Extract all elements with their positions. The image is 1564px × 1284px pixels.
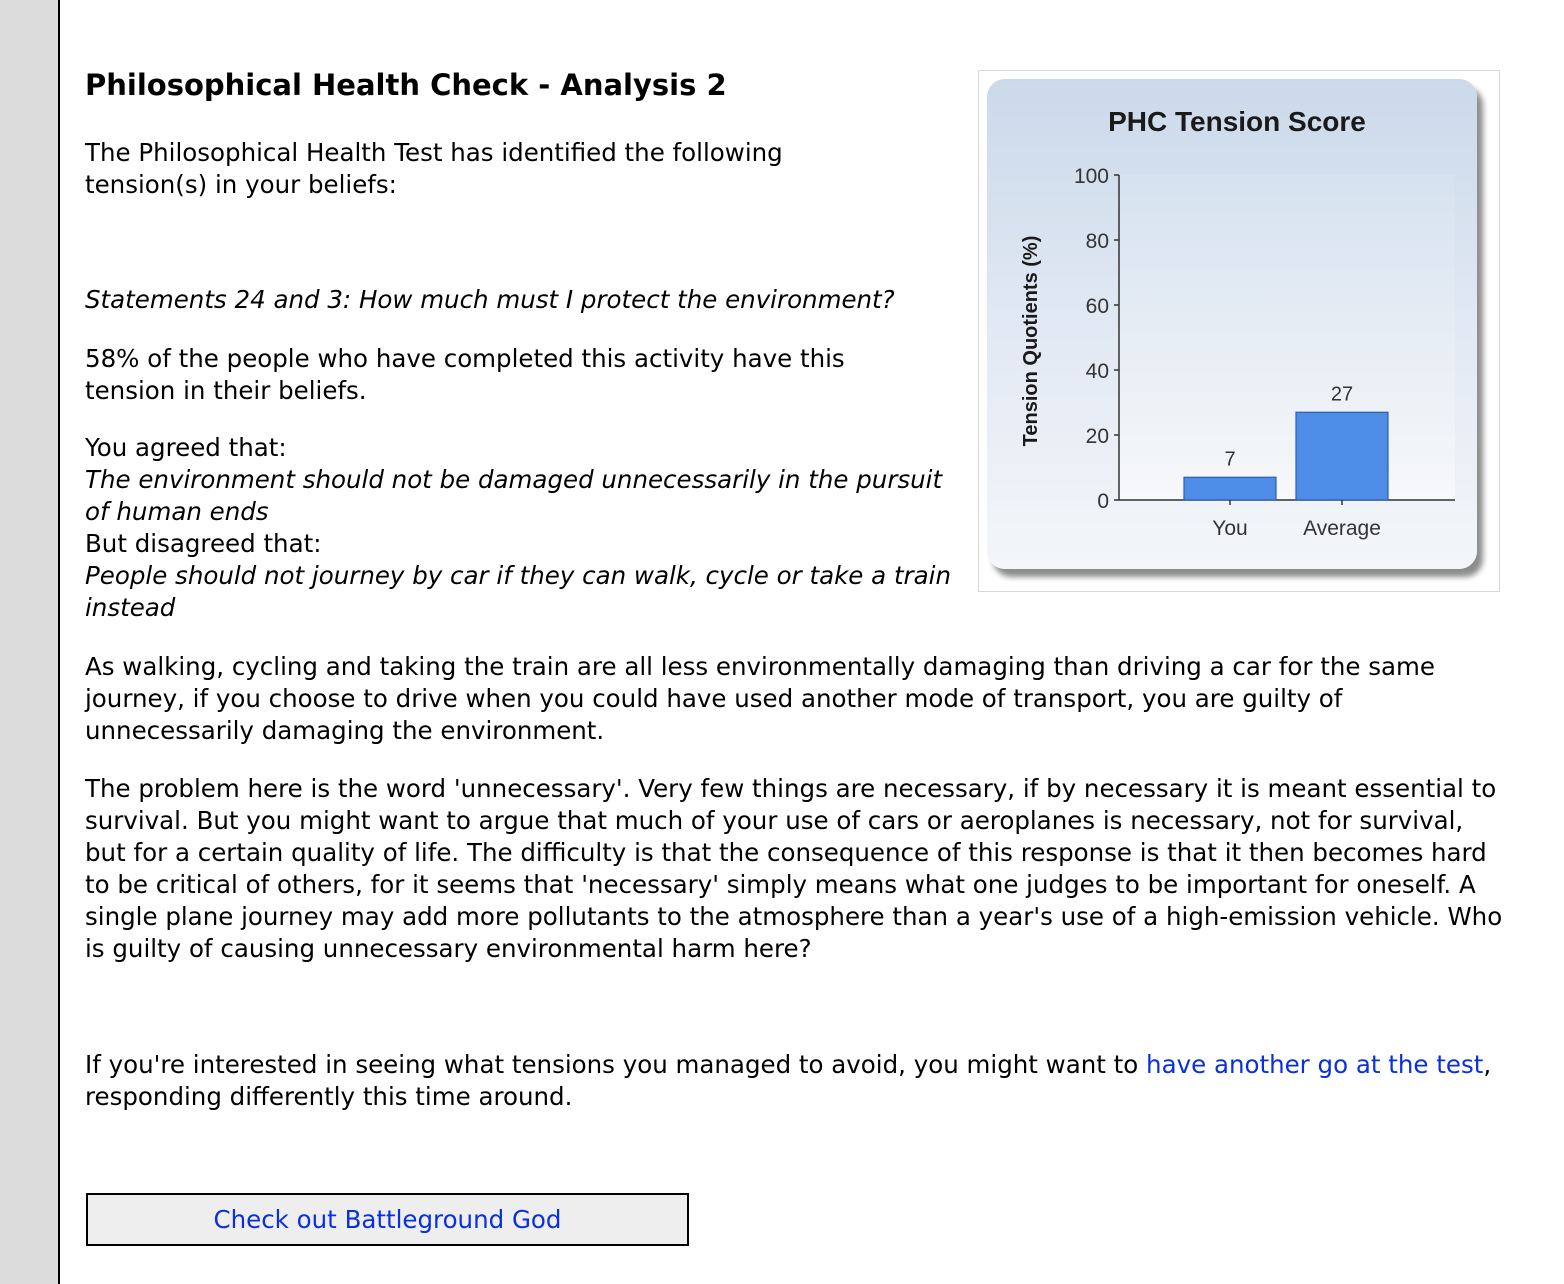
- y-tick-label: 60: [1085, 295, 1109, 318]
- statement-heading: Statements 24 and 3: How much must I protect the environment?: [85, 285, 895, 314]
- disagreed-label: But disagreed that:: [85, 529, 322, 558]
- battleground-god-button[interactable]: Check out Battleground God: [86, 1193, 689, 1246]
- bar-you: [1184, 477, 1276, 500]
- bar-data-label: 7: [1224, 448, 1236, 471]
- agreement-block: [85, 432, 965, 624]
- intro-text: The Philosophical Health Test has identified the following tension(s) in your beliefs:: [85, 138, 783, 199]
- y-tick-label: 0: [1097, 490, 1109, 513]
- tension-chart-panel: [978, 70, 1500, 592]
- y-tick-label: 100: [1073, 165, 1109, 188]
- paragraph-transport: As walking, cycling and taking the train are all less environmentally damaging than driving a car for the same journey, if you choose to drive when you could have used another mode of transport, you are guilty of unnecessarily damaging the environment.: [85, 652, 1435, 745]
- agreed-label: You agreed that:: [85, 433, 287, 462]
- paragraph-unnecessary: The problem here is the word 'unnecessary'. Very few things are necessary, if by necessary it is meant essential to survival. But you might want to argue that much of your use of cars or aeroplanes is necessary, not for survival, but for a certain quality of life. The difficulty is that the consequence of this response is that it then becomes hard to be critical of others, for it seems that 'necessary' simply means what one judges to be important for oneself. A single plane journey may add more pollutants to the atmosphere than a year's use of a high-emission vehicle. Who is guilty of causing unnecessary environmental harm here?: [85, 774, 1503, 963]
- retry-text: [85, 1049, 1495, 1113]
- plot-area: [1119, 175, 1455, 500]
- retry-suffix: , responding differently this time around.: [85, 1050, 1492, 1111]
- bar-average: [1296, 412, 1388, 500]
- y-tick-label: 20: [1085, 425, 1109, 448]
- retry-test-link[interactable]: have another go at the test: [1146, 1050, 1484, 1079]
- disagreed-statement: People should not journey by car if they can walk, cycle or take a train instead: [85, 561, 951, 622]
- page-title: Philosophical Health Check - Analysis 2: [85, 68, 727, 102]
- x-tick-label: You: [1212, 517, 1248, 540]
- percent-text: 58% of the people who have completed this activity have this tension in their beliefs.: [85, 344, 845, 405]
- y-tick-label: 40: [1085, 360, 1109, 383]
- chart-title: PHC Tension Score: [1108, 106, 1366, 137]
- bar-data-label: 27: [1330, 383, 1354, 406]
- y-tick-label: 80: [1085, 230, 1109, 253]
- retry-prefix: If you're interested in seeing what tensions you managed to avoid, you might want to: [85, 1050, 1147, 1079]
- x-tick-label: Average: [1303, 517, 1381, 540]
- agreed-statement: The environment should not be damaged unnecessarily in the pursuit of human ends: [85, 465, 943, 526]
- left-sidebar-rail: [0, 0, 60, 1284]
- y-axis-label: Tension Quotients (%): [1020, 235, 1042, 447]
- tension-score-chart: [979, 71, 1501, 593]
